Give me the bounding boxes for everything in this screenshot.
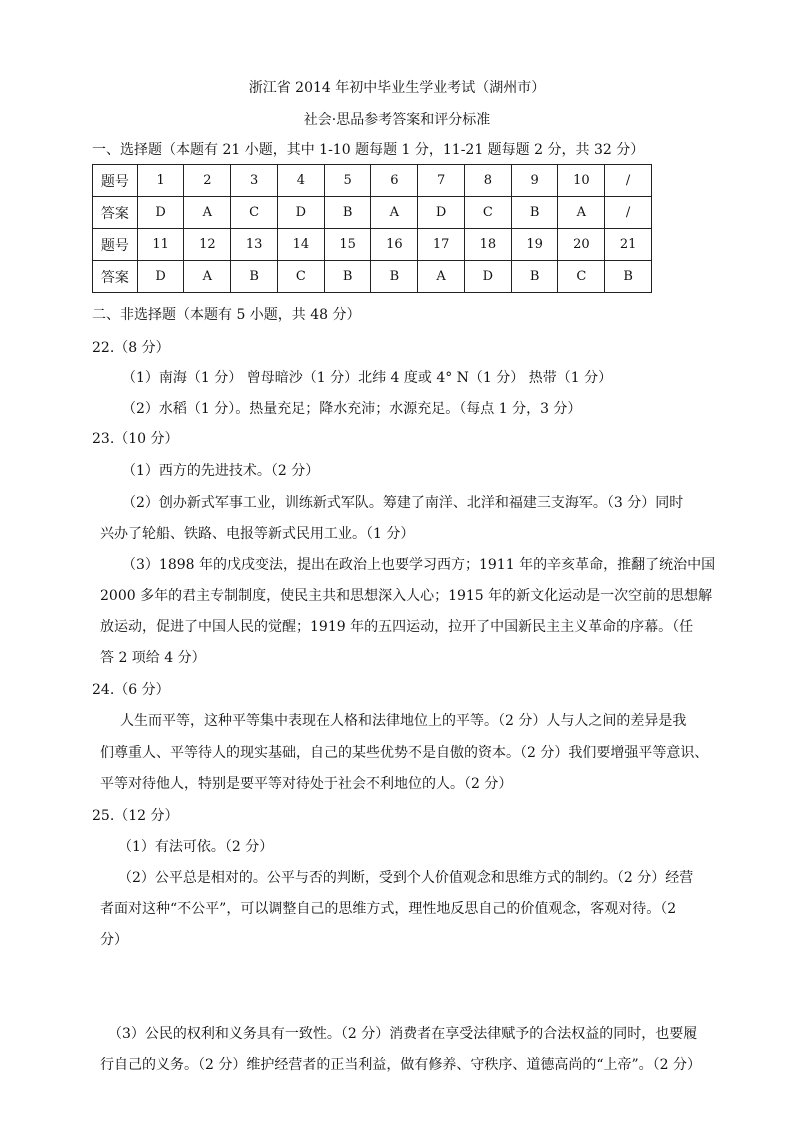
table-cell: 20 (558, 229, 605, 261)
table-cell: 2 (184, 165, 231, 197)
table-cell: D (137, 197, 184, 229)
table-cell: 21 (605, 229, 652, 261)
answer-table (92, 164, 652, 293)
row-label: 答案 (93, 197, 138, 229)
q22-line: （2）水稻（1 分）。热量充足；降水充沛；水源充足。（每点 1 分，3 分） (122, 401, 582, 417)
table-cell: B (231, 261, 278, 293)
table-cell: 16 (371, 229, 418, 261)
table-cell: 17 (418, 229, 465, 261)
q25-line: 行自己的义务。（2 分）维护经营者的正当利益，做有修养、守秩序、道德高尚的“上帝”。（2 分） (100, 1057, 702, 1073)
q23-heading: 23.（10 分） (92, 431, 179, 447)
table-cell: / (605, 165, 652, 197)
q23-line: （1）西方的先进技术。（2 分） (122, 463, 320, 479)
q24-line: 人生而平等，这种平等集中表现在人格和法律地位上的平等。（2 分）人与人之间的差异是我 (120, 713, 687, 729)
document-subtitle: 社会·思品参考答案和评分标准 (303, 112, 491, 128)
q23-line: 答 2 项给 4 分） (100, 650, 206, 666)
row-label: 答案 (93, 261, 138, 293)
table-cell: C (558, 261, 605, 293)
table-cell: B (371, 261, 418, 293)
table-cell: D (464, 261, 511, 293)
q23-line: （3）1898 年的戊戌变法，提出在政治上也要学习西方；1911 年的辛亥革命，推翻了统治中国 (122, 557, 716, 573)
table-cell: 15 (324, 229, 371, 261)
q23-line: 放运动，促进了中国人民的觉醒；1919 年的五四运动，拉开了中国新民主主义革命的序幕。（任 (100, 619, 694, 635)
q24-line: 们尊重人、平等待人的现实基础，自己的某些优势不是自傲的资本。（2 分）我们要增强平等意识、 (100, 745, 709, 761)
table-cell: 19 (511, 229, 558, 261)
q25-line: （3）公民的权利和义务具有一致性。（2 分）消费者在享受法律赋予的合法权益的同时，也要履 (108, 1026, 698, 1042)
q24-heading: 24.（6 分） (92, 682, 170, 698)
table-row (93, 261, 652, 293)
section-2-heading: 二、非选择题（本题有 5 小题，共 48 分） (92, 307, 361, 323)
table-row (93, 229, 652, 261)
q24-line: 平等对待他人，特别是要平等对待处于社会不利地位的人。（2 分） (100, 776, 513, 792)
table-cell: 4 (277, 165, 324, 197)
document-title: 浙江省 2014 年初中毕业生学业考试（湖州市） (248, 80, 546, 96)
table-cell: A (184, 261, 231, 293)
table-cell: 12 (184, 229, 231, 261)
table-cell: A (184, 197, 231, 229)
table-cell: B (605, 261, 652, 293)
table-cell: D (277, 197, 324, 229)
q25-line: （1）有法可依。（2 分） (118, 839, 274, 855)
table-cell: 5 (324, 165, 371, 197)
q22-heading: 22.（8 分） (92, 340, 170, 356)
table-cell: 9 (511, 165, 558, 197)
q23-line: 兴办了轮船、铁路、电报等新式民用工业。（1 分） (100, 526, 415, 542)
table-cell: 10 (558, 165, 605, 197)
table-cell: B (324, 197, 371, 229)
table-cell: 3 (231, 165, 278, 197)
table-cell: / (605, 197, 652, 229)
table-cell: B (511, 261, 558, 293)
q25-heading: 25.（12 分） (92, 808, 179, 824)
table-cell: C (231, 197, 278, 229)
table-cell: 18 (464, 229, 511, 261)
row-label: 题号 (93, 165, 138, 197)
table-row (93, 165, 652, 197)
table-cell: A (371, 197, 418, 229)
table-cell: 8 (464, 165, 511, 197)
section-1-heading: 一、选择题（本题有 21 小题，其中 1-10 题每题 1 分，11-21 题每题 2 分，共 32 分） (92, 142, 645, 158)
table-cell: D (137, 261, 184, 293)
table-cell: B (511, 197, 558, 229)
table-cell: 6 (371, 165, 418, 197)
table-cell: D (418, 197, 465, 229)
table-row (93, 197, 652, 229)
table-cell: 7 (418, 165, 465, 197)
table-cell: A (558, 197, 605, 229)
row-label: 题号 (93, 229, 138, 261)
q25-line: 者面对这种“不公平”，可以调整自己的思维方式，理性地反思自己的价值观念，客观对待。（2 (100, 901, 677, 917)
table-cell: C (277, 261, 324, 293)
table-cell: C (464, 197, 511, 229)
q25-line: （2）公平总是相对的。公平与否的判断，受到个人价值观念和思维方式的制约。（2 分）经营 (118, 870, 694, 886)
q25-line: 分） (100, 932, 128, 948)
q22-line: （1）南海（1 分） 曾母暗沙（1 分）北纬 4 度或 4° N（1 分） 热带（1 分） (122, 370, 613, 386)
q23-line: （2）创办新式军事工业，训练新式军队。筹建了南洋、北洋和福建三支海军。（3 分）同时 (122, 495, 684, 511)
table-cell: B (324, 261, 371, 293)
table-cell: 1 (137, 165, 184, 197)
table-cell: 14 (277, 229, 324, 261)
table-cell: 13 (231, 229, 278, 261)
table-cell: 11 (137, 229, 184, 261)
table-cell: A (418, 261, 465, 293)
q23-line: 2000 多年的君主专制制度，使民主共和思想深入人心；1915 年的新文化运动是一次空前的思想解 (100, 588, 713, 604)
